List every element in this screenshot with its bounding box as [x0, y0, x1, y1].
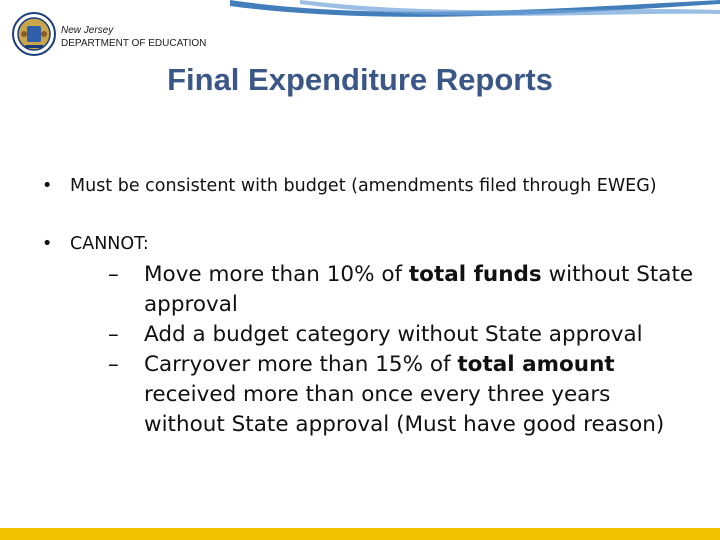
bullet-item: [38, 176, 698, 196]
state-seal-icon: [12, 12, 56, 56]
org-state: New Jersey: [61, 25, 114, 36]
dash-glyph: –: [108, 352, 119, 377]
dash-glyph: –: [108, 322, 119, 347]
sub-bullet-text: Add a budget category without State approval: [144, 322, 643, 347]
sub-bullet-item: [104, 350, 698, 440]
bullet-glyph: •: [42, 176, 53, 196]
org-department: DEPARTMENT OF EDUCATION: [61, 38, 207, 49]
footer-bar: [0, 528, 720, 540]
bullet-list: [38, 176, 698, 478]
org-name: [61, 24, 206, 50]
bullet-text: CANNOT:: [70, 234, 149, 254]
sub-bullet-list: [70, 260, 698, 440]
dash-glyph: –: [108, 262, 119, 287]
sub-bullet-text: Carryover more than 15% of total amount received more than once every three years without State approval (Must have good reason): [144, 352, 665, 437]
sub-bullet-item: [104, 320, 698, 350]
bullet-text: Must be consistent with budget (amendments filed through EWEG): [70, 176, 657, 196]
bullet-item: [38, 234, 698, 440]
sub-bullet-text: Move more than 10% of total funds without State approval: [144, 262, 694, 317]
bullet-glyph: •: [42, 234, 53, 254]
slide-title: Final Expenditure Reports: [167, 62, 553, 97]
sub-bullet-item: [104, 260, 698, 320]
